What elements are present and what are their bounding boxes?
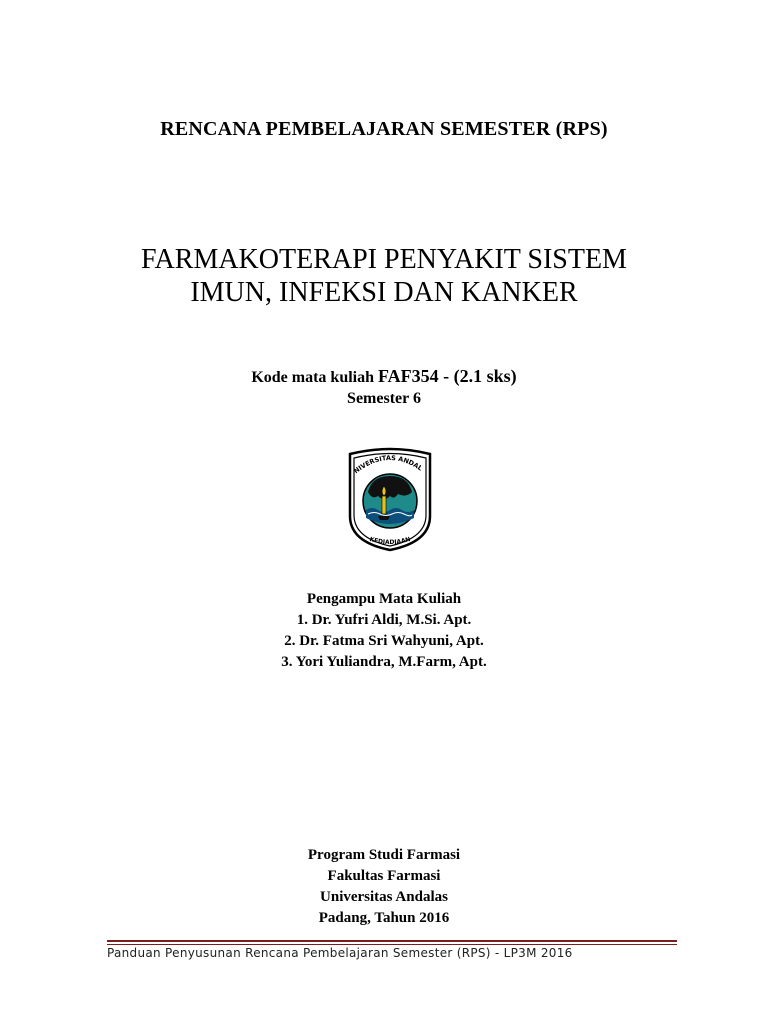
lecturer-heading: Pengampu Mata Kuliah: [306, 591, 462, 607]
footer-text: Panduan Penyusunan Rencana Pembelajaran Semester (RPS) - LP3M 2016: [107, 946, 573, 960]
footer-divider: [107, 940, 677, 942]
lecturer-item: 3. Yori Yuliandra, M.Farm, Apt.: [281, 654, 487, 670]
university-logo: [344, 446, 436, 552]
lecturer-section: [0, 589, 768, 673]
university-logo-icon: [344, 446, 436, 552]
course-code-line: [0, 366, 768, 388]
university: Universitas Andalas: [320, 889, 448, 905]
study-program: Program Studi Farmasi: [307, 847, 461, 863]
lecturer-item: 1. Dr. Yufri Aldi, M.Si. Apt.: [296, 612, 472, 628]
course-code-value: FAF354 - (2.1 sks): [378, 366, 517, 386]
logo-top-text: NIVERSITAS ANDAL: [352, 453, 424, 476]
place-year: Padang, Tahun 2016: [318, 910, 450, 926]
logo-bottom-text: KEDJADJAAN: [368, 535, 412, 547]
course-title-line-1: FARMAKOTERAPI PENYAKIT SISTEM: [141, 244, 627, 275]
footer-divider-thin: [107, 944, 677, 945]
course-semester: Semester 6: [347, 390, 421, 407]
course-code-label: Kode mata kuliah: [251, 369, 375, 386]
course-title: [0, 243, 768, 309]
faculty: Fakultas Farmasi: [327, 868, 441, 884]
lecturer-item: 2. Dr. Fatma Sri Wahyuni, Apt.: [284, 633, 484, 649]
course-meta: [0, 366, 768, 409]
document-title: RENCANA PEMBELAJARAN SEMESTER (RPS): [160, 118, 608, 140]
institution-block: [0, 845, 768, 929]
course-title-line-2: IMUN, INFEKSI DAN KANKER: [190, 277, 578, 308]
